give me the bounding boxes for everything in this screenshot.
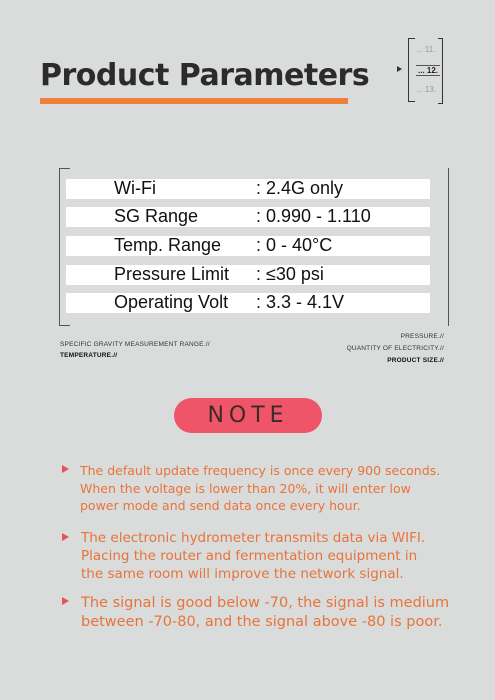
parameter-value: : 0.990 - 1.110 bbox=[256, 206, 371, 226]
page-number: ... 11. bbox=[416, 45, 436, 54]
current-page-arrow-icon bbox=[397, 66, 402, 72]
parameter-label: SG Range bbox=[114, 206, 199, 226]
parameter-row bbox=[66, 179, 430, 199]
bullet-triangle-icon bbox=[62, 533, 69, 541]
caption-right: QUANTITY OF ELECTRICITY.// bbox=[346, 345, 444, 352]
bracket-left bbox=[408, 38, 415, 102]
page-number-current: ... 12. bbox=[418, 66, 439, 75]
caption-left: TEMPERATURE.// bbox=[60, 352, 118, 359]
parameter-value: : 2.4G only bbox=[256, 178, 344, 198]
page-number: ... 13. bbox=[416, 85, 437, 94]
note-badge bbox=[174, 398, 322, 433]
parameter-row bbox=[66, 207, 430, 227]
note-line: The electronic hydrometer transmits data via WIFI. bbox=[81, 530, 426, 546]
bullet-triangle-icon bbox=[62, 465, 69, 473]
page-index bbox=[396, 36, 456, 106]
note-line: The default update frequency is once every 900 seconds. bbox=[80, 463, 441, 478]
note-line: When the voltage is lower than 20%, it will enter low bbox=[80, 481, 411, 496]
note-line: The signal is good below -70, the signal is medium bbox=[81, 595, 450, 611]
note-label: NOTE bbox=[207, 403, 289, 428]
parameter-label: Pressure Limit bbox=[114, 264, 230, 284]
parameter-label: Operating Volt bbox=[114, 292, 229, 312]
parameter-row bbox=[66, 265, 430, 285]
note-line: between -70-80, and the signal above -80 is poor. bbox=[81, 614, 443, 630]
parameter-row bbox=[66, 293, 430, 313]
parameter-value: : ≤30 psi bbox=[256, 264, 324, 284]
caption-right: PRODUCT SIZE.// bbox=[387, 357, 444, 364]
parameter-label: Temp. Range bbox=[114, 235, 222, 255]
bullet-triangle-icon bbox=[62, 597, 69, 605]
note-line: power mode and send data once every hour. bbox=[80, 498, 361, 513]
parameter-label: Wi-Fi bbox=[114, 178, 156, 198]
note-line: the same room will improve the network signal. bbox=[81, 566, 404, 582]
caption-right: PRESSURE.// bbox=[400, 333, 444, 340]
title-underline bbox=[40, 98, 348, 104]
caption-left: SPECIFIC GRAVITY MEASUREMENT RANGE.// bbox=[60, 341, 210, 348]
parameter-row bbox=[66, 236, 430, 256]
parameter-value: : 3.3 - 4.1V bbox=[256, 292, 345, 312]
note-line: Placing the router and fermentation equipment in bbox=[81, 548, 418, 564]
page-title: Product Parameters bbox=[40, 58, 370, 93]
parameter-value: : 0 - 40°C bbox=[256, 235, 333, 255]
